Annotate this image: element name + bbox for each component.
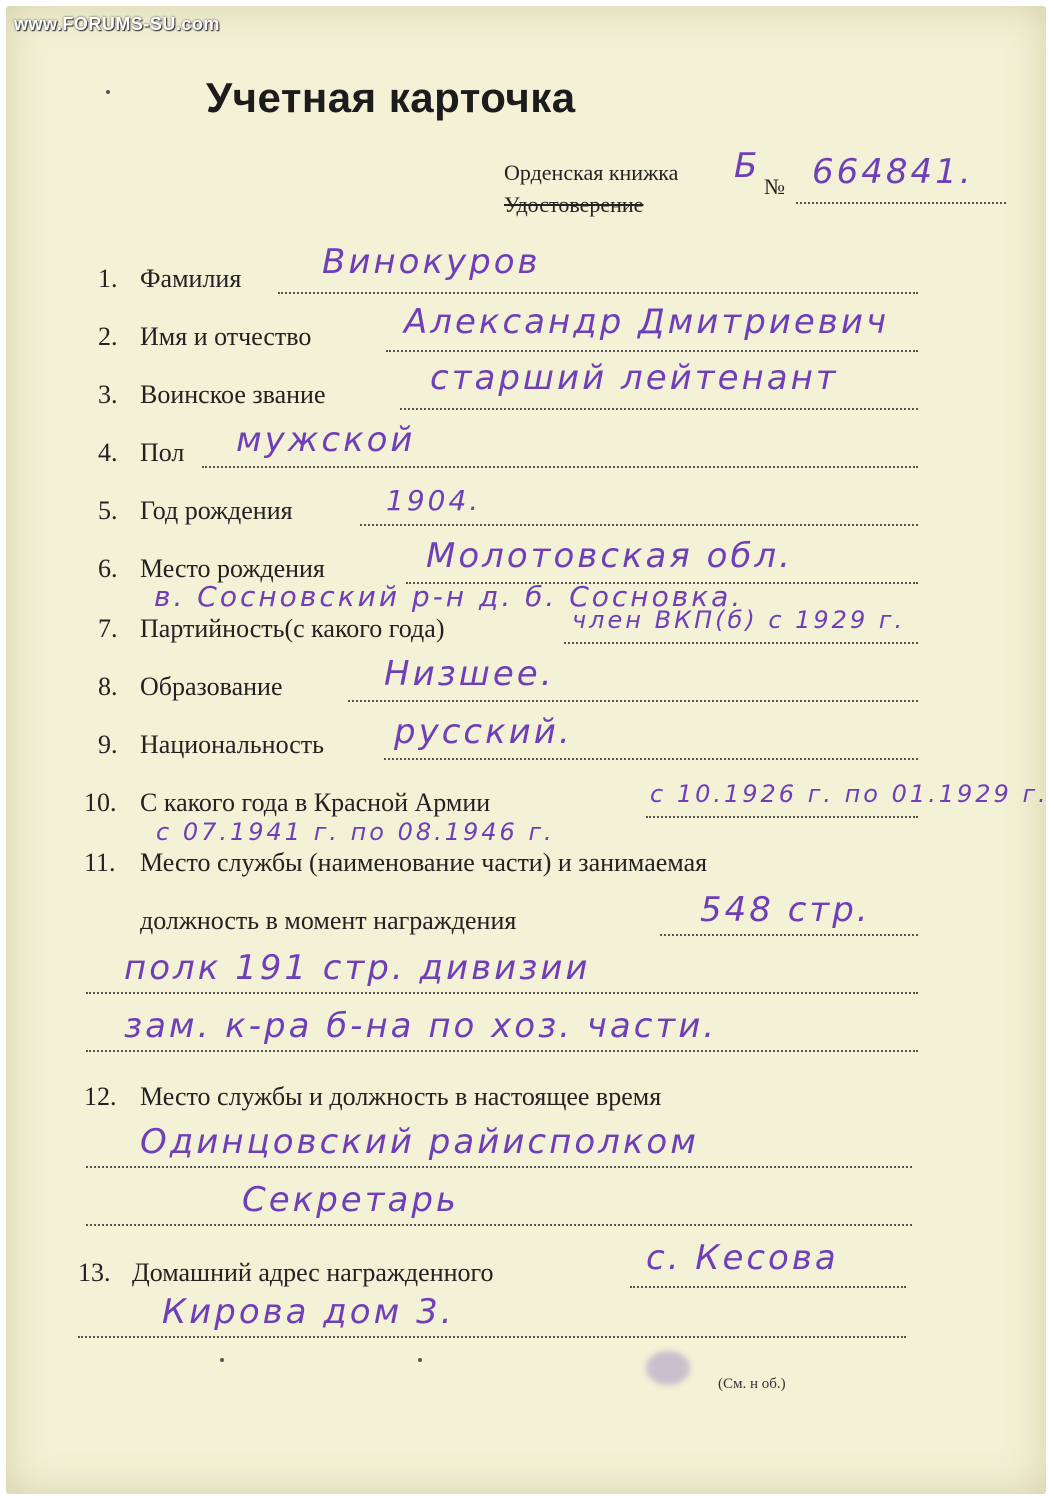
watermark: www.FORUMS-SU.com [14, 14, 220, 34]
field-10-value-2: с 07.1941 г. по 08.1946 г. [156, 818, 555, 846]
field-11-label-1: Место службы (наименование части) и занимаемая [140, 848, 708, 877]
field-8-number: 8. [98, 672, 118, 701]
field-8-value: Низшее. [384, 654, 555, 694]
order-book-number: 664841. [812, 152, 974, 192]
field-8-line [348, 700, 918, 702]
field-2-label: Имя и отчество [140, 322, 312, 351]
field-9-label: Национальность [140, 730, 324, 759]
field-11-line-1 [660, 934, 918, 936]
field-11-number: 11. [84, 848, 116, 877]
field-6-value: Молотовская обл. [426, 536, 793, 576]
ink-smudge [646, 1351, 690, 1385]
field-7-line [564, 642, 918, 644]
field-11-value-2: полк 191 стр. дивизии [124, 948, 591, 988]
field-12-line-2 [86, 1224, 912, 1226]
field-11-line-3 [86, 1050, 918, 1052]
field-9-line [384, 758, 918, 760]
field-7-label: Партийность(с какого года) [140, 614, 445, 643]
field-4-value: мужской [236, 420, 416, 460]
field-12-value-2: Секретарь [242, 1180, 459, 1220]
field-2-line [386, 350, 918, 352]
field-11-value: 548 стр. [700, 890, 871, 930]
field-4-line [202, 466, 918, 468]
field-3-number: 3. [98, 380, 118, 409]
field-2-number: 2. [98, 322, 118, 351]
order-book-series: Б [734, 146, 761, 186]
field-13-label: Домашний адрес награжденного [132, 1258, 494, 1287]
order-number-line [796, 202, 1006, 204]
field-1-line [278, 292, 918, 294]
ink-dot [106, 90, 110, 94]
field-5-line [360, 524, 918, 526]
field-6-label: Место рождения [140, 554, 325, 583]
field-10-label: С какого года в Красной Армии [140, 788, 491, 817]
field-13-value-2: Кирова дом 3. [162, 1292, 455, 1332]
field-9-number: 9. [98, 730, 118, 759]
field-5-number: 5. [98, 496, 118, 525]
field-12-label: Место службы и должность в настоящее время [140, 1082, 662, 1111]
field-13-value: с. Кесова [646, 1238, 839, 1278]
field-5-label: Год рождения [140, 496, 293, 525]
field-6-number: 6. [98, 554, 118, 583]
card-title: Учетная карточка [206, 74, 576, 121]
field-1-label: Фамилия [140, 264, 242, 293]
field-3-value: старший лейтенант [430, 358, 839, 398]
field-7-value: член ВКП(б) с 1929 г. [572, 606, 906, 634]
field-1-number: 1. [98, 264, 118, 293]
field-5-value: 1904. [386, 484, 482, 517]
field-3-label: Воинское звание [140, 380, 326, 409]
field-4-number: 4. [98, 438, 118, 467]
field-6-value-2: в. Сосновский р-н д. б. Сосновка. [154, 580, 744, 613]
field-1-value: Винокуров [322, 242, 541, 282]
field-11-label-2: должность в момент награждения [140, 906, 517, 935]
field-13-line-2 [78, 1336, 906, 1338]
field-13-number: 13. [78, 1258, 111, 1287]
field-11-value-3: зам. к-ра б-на по хоз. части. [124, 1006, 718, 1046]
ink-dot [418, 1358, 422, 1362]
field-10-line [646, 816, 918, 818]
award-record-card [6, 6, 1049, 1494]
field-11-line-2 [86, 992, 918, 994]
certificate-label: Удостоверение [504, 192, 644, 217]
field-3-line [400, 408, 918, 410]
field-9-value: русский. [394, 712, 573, 752]
order-book-label: Орденская книжка [504, 160, 679, 185]
field-10-value: с 10.1926 г. по 01.1929 г. [650, 780, 1049, 808]
field-12-value: Одинцовский райисполком [140, 1122, 699, 1162]
field-12-number: 12. [84, 1082, 117, 1111]
ink-dot [220, 1358, 224, 1362]
field-4-label: Пол [140, 438, 185, 467]
field-2-value: Александр Дмитриевич [404, 302, 890, 342]
field-13-line-1 [630, 1286, 906, 1288]
number-sign: № [764, 174, 785, 199]
footnote: (См. н об.) [718, 1376, 786, 1392]
field-8-label: Образование [140, 672, 283, 701]
field-10-number: 10. [84, 788, 117, 817]
field-7-number: 7. [98, 614, 118, 643]
field-12-line-1 [86, 1166, 912, 1168]
